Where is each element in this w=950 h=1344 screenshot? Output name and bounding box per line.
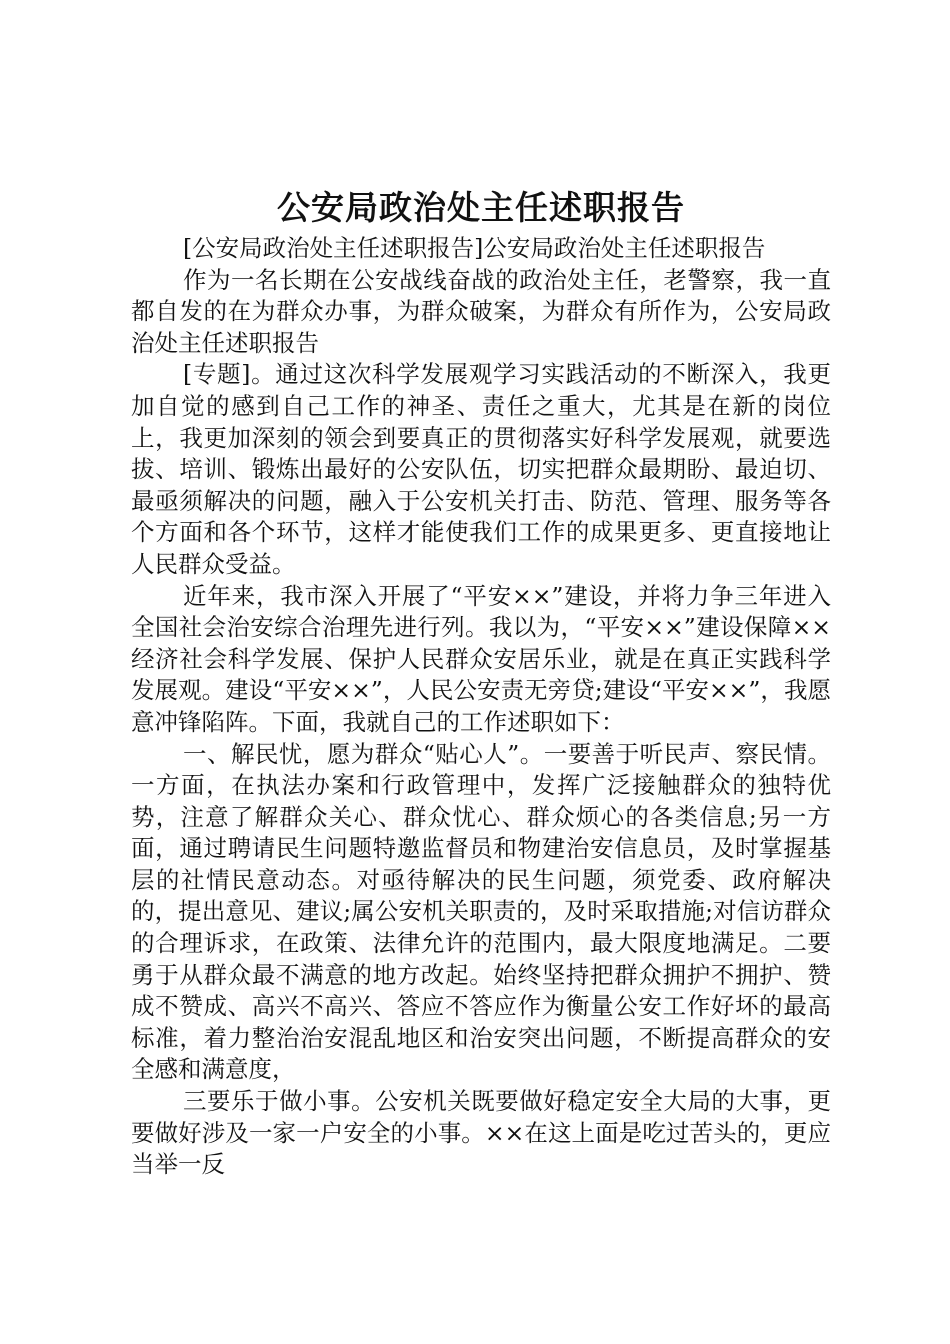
paragraph-header-line: [公安局政治处主任述职报告]公安局政治处主任述职报告 [183,234,766,262]
document-title: 公安局政治处主任述职报告 [277,188,685,227]
paragraph-section-three: 三要乐于做小事。公安机关既要做好稳定安全大局的大事，更要做好涉及一家一户安全的小事。××在这上面是吃过苦头的，更应当举一反 [131,1087,831,1179]
paragraph-intro: 作为一名长期在公安战线奋战的政治处主任，老警察，我一直都自发的在为群众办事，为群众破案，为群众有所作为，公安局政治处主任述职报告 [131,265,831,357]
document-body [131,233,831,1181]
paragraph-topic: [专题]。通过这次科学发展观学习实践活动的不断深入，我更加自觉的感到自己工作的神圣、责任之重大，尤其是在新的岗位上，我更加深刻的领会到要真正的贯彻落实好科学发展观，就要选拔、培训、锻炼出最好的公安队伍，切实把群众最期盼、最迫切、最亟须解决的问题，融入于公安机关打击、防范、管理、服务等各个方面和各个环节，这样才能使我们工作的成果更多、更直接地让人民群众受益。 [131,360,831,578]
paragraph-recent-years: 近年来，我市深入开展了“平安××”建设，并将力争三年进入全国社会治安综合治理先进行列。我以为，“平安××”建设保障××经济社会科学发展、保护人民群众安居乐业，就是在真正实践科学发展观。建设“平安××”，人民公安责无旁贷;建设“平安××”，我愿意冲锋陷阵。下面，我就自己的工作述职如下： [131,581,831,736]
paragraph-section-one: 一、解民忧，愿为群众“贴心人”。一要善于听民声、察民情。一方面，在执法办案和行政管理中，发挥广泛接触群众的独特优势，注意了解群众关心、群众忧心、群众烦心的各类信息;另一方面，通过聘请民生问题特邀监督员和物建治安信息员，及时掌握基层的社情民意动态。对亟待解决的民生问题，须党委、政府解决的，提出意见、建议;属公安机关职责的，及时采取措施;对信访群众的合理诉求，在政策、法律允许的范围内，最大限度地满足。二要勇于从群众最不满意的地方改起。始终坚持把群众拥护不拥护、赞成不赞成、高兴不高兴、答应不答应作为衡量公安工作好坏的最高标准，着力整治治安混乱地区和治安突出问题，不断提高群众的安全感和满意度， [131,739,831,1084]
